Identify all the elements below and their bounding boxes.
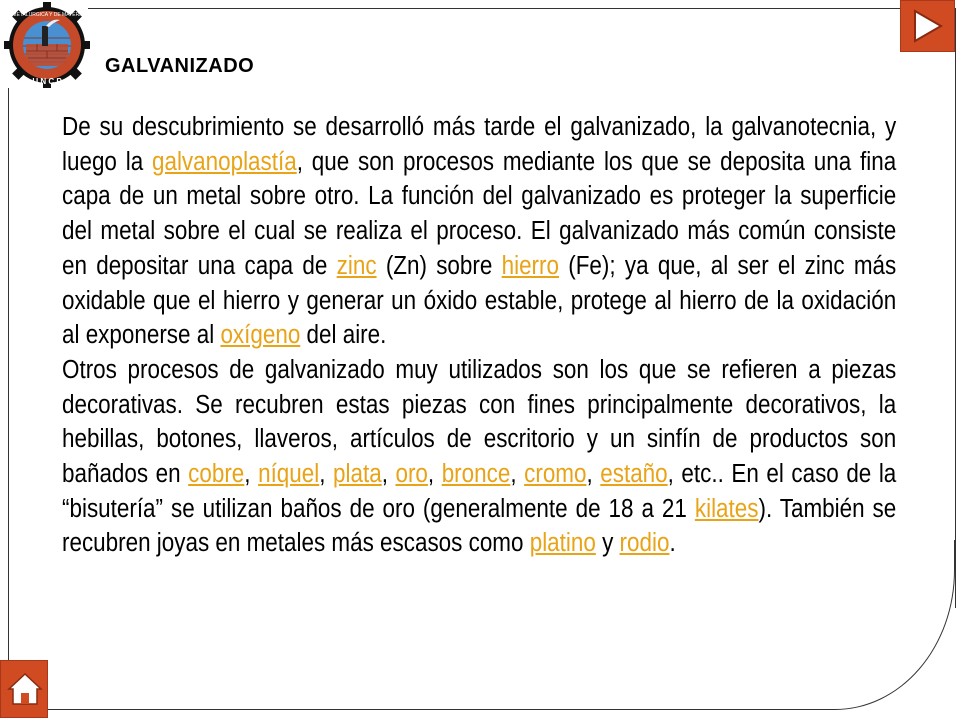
link-hierro[interactable]: hierro bbox=[501, 251, 559, 280]
frame-top-line bbox=[88, 8, 956, 9]
next-slide-button[interactable] bbox=[900, 0, 955, 52]
slide-title: GALVANIZADO bbox=[105, 55, 255, 77]
link-galvanoplastia[interactable]: galvanoplastía bbox=[151, 147, 297, 176]
frame-bottom-line bbox=[48, 709, 808, 710]
triangle-right-icon bbox=[913, 9, 943, 43]
body-text bbox=[62, 110, 896, 561]
frame-left-line bbox=[8, 88, 9, 660]
logo-letters: U N C P bbox=[32, 77, 62, 86]
link-plata[interactable]: plata bbox=[333, 460, 382, 489]
university-logo bbox=[2, 0, 92, 90]
home-button[interactable] bbox=[0, 660, 48, 718]
frame-right-line bbox=[955, 8, 956, 608]
link-cromo[interactable]: cromo bbox=[524, 460, 587, 489]
link-rodio[interactable]: rodio bbox=[619, 529, 670, 558]
paragraph-1: De su descubrimiento se desarrolló más tarde el galvanizado, la galvanotecnia, y luego la galvanoplastía, que son procesos mediante los que se deposita una fina capa de un metal sobre otro. La función del galvanizado es proteger la superficie del metal sobre el cual se realiza el proceso. El galvanizado más común consiste en depositar una capa de zinc (Zn) sobre hierro (Fe); ya que, al ser el zinc más oxidable que el hierro y generar un óxido estable, protege al hierro de la oxidación al exponerse al oxígeno del aire. bbox=[62, 113, 897, 350]
link-oro[interactable]: oro bbox=[395, 460, 428, 489]
frame-curved-corner bbox=[780, 540, 955, 710]
logo-ring-text: ING. METALURGICA Y DE MATERIALES bbox=[2, 12, 92, 18]
link-cobre[interactable]: cobre bbox=[188, 460, 245, 489]
house-icon bbox=[7, 671, 43, 707]
paragraph-2: Otros procesos de galvanizado muy utilizados son los que se refieren a piezas decorativas. Se recubren estas piezas con fines principalmente decorativos, la hebillas, botones, llaveros, artículos de escritorio y un sinfín de productos son bañados en cobre, níquel, plata, oro, bronce, cromo, estaño, etc.. En el caso de la “bisutería” se utilizan baños de oro (generalmente de 18 a 21 kilates). También se recubren joyas en metales más escasos como platino y rodio. bbox=[62, 355, 897, 558]
link-bronce[interactable]: bronce bbox=[441, 460, 511, 489]
link-estano[interactable]: estaño bbox=[600, 460, 668, 489]
link-zinc[interactable]: zinc bbox=[336, 251, 377, 280]
link-niquel[interactable]: níquel bbox=[258, 460, 320, 489]
link-platino[interactable]: platino bbox=[529, 529, 596, 558]
link-kilates[interactable]: kilates bbox=[694, 494, 759, 523]
link-oxigeno[interactable]: oxígeno bbox=[220, 321, 301, 350]
